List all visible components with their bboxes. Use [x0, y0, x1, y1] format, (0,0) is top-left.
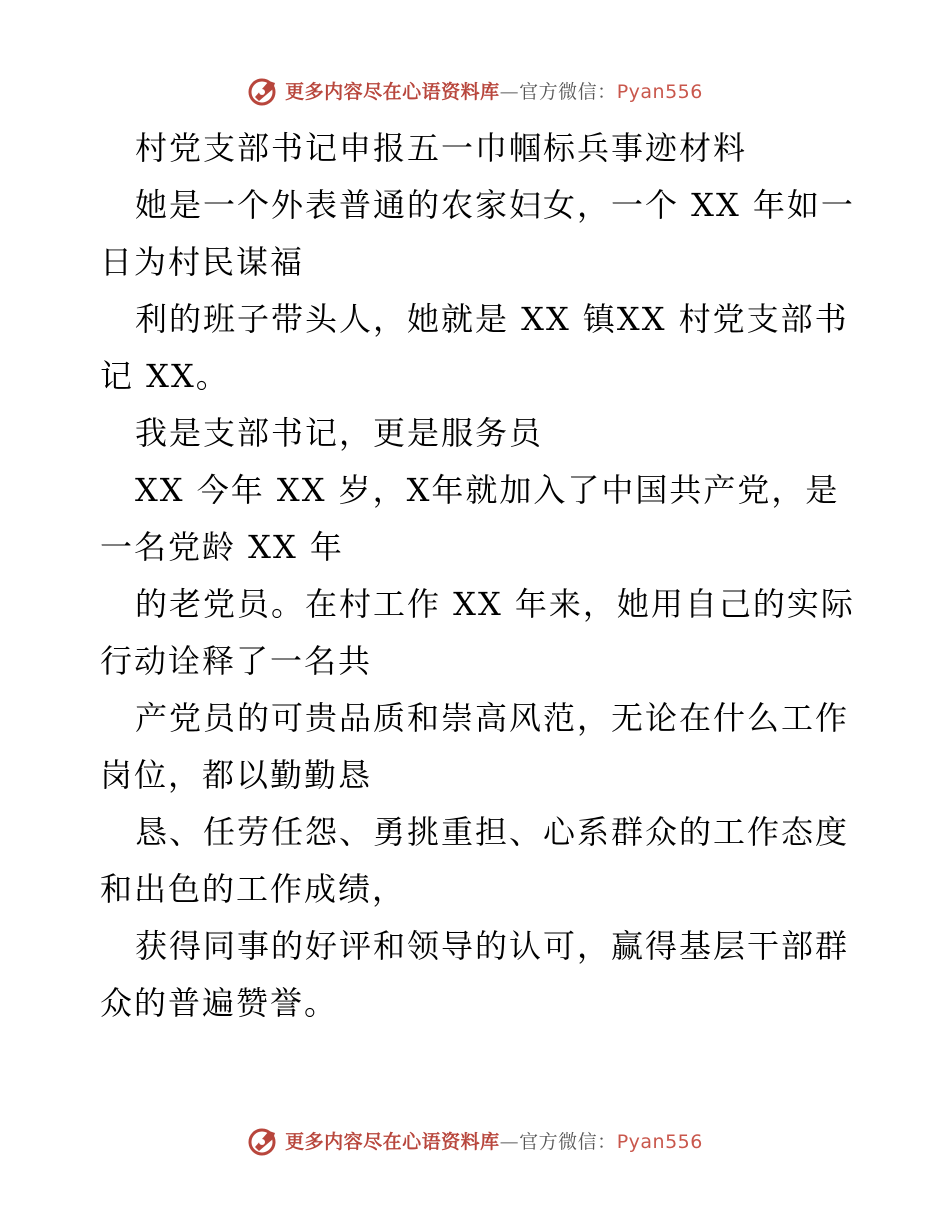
- header-watermark: [0, 70, 950, 110]
- watermark-separator: —: [499, 1130, 520, 1153]
- watermark-text: [285, 77, 703, 104]
- document-title: 村党支部书记申报五一巾帼标兵事迹材料: [135, 129, 748, 167]
- paragraph-line: 她是一个外表普通的农家妇女，一个 XX 年如一: [135, 186, 855, 224]
- footer-watermark: [0, 1120, 950, 1160]
- paragraph-line: 岗位，都以勤勤恳: [100, 756, 373, 794]
- pen-nib-circle-icon: [247, 73, 281, 107]
- paragraph-line: 获得同事的好评和领导的认可，赢得基层干部群: [135, 927, 850, 965]
- watermark-text: [285, 1127, 703, 1154]
- section-heading: 我是支部书记，更是服务员: [135, 414, 544, 452]
- watermark-label: 官方微信：: [519, 1130, 617, 1153]
- watermark-label: 官方微信：: [519, 80, 617, 103]
- paragraph-line: 产党员的可贵品质和崇高风范，无论在什么工作: [135, 699, 850, 737]
- paragraph-line: 记 XX。: [100, 357, 230, 395]
- paragraph-line: 行动诠释了一名共: [100, 642, 373, 680]
- paragraph-line: 和出色的工作成绩，: [100, 870, 407, 908]
- watermark-brand: 更多内容尽在心语资料库: [285, 80, 500, 103]
- paragraph-line: 日为村民谋福: [100, 243, 305, 281]
- paragraph-line: XX 今年 XX 岁，X年就加入了中国共产党，是: [135, 471, 840, 509]
- paragraph-line: 一名党龄 XX 年: [100, 528, 344, 566]
- document-body: [100, 120, 860, 1032]
- pen-nib-circle-icon: [247, 1123, 281, 1157]
- paragraph-line: 众的普遍赞誉。: [100, 984, 339, 1022]
- paragraph-line: 利的班子带头人，她就是 XX 镇XX 村党支部书: [135, 300, 849, 338]
- paragraph-line: 的老党员。在村工作 XX 年来，她用自己的实际: [135, 585, 855, 623]
- watermark-account: Pyan556: [616, 1130, 703, 1153]
- watermark-separator: —: [499, 80, 520, 103]
- paragraph-line: 恳、任劳任怨、勇挑重担、心系群众的工作态度: [135, 813, 850, 851]
- watermark-account: Pyan556: [616, 80, 703, 103]
- watermark-brand: 更多内容尽在心语资料库: [285, 1130, 500, 1153]
